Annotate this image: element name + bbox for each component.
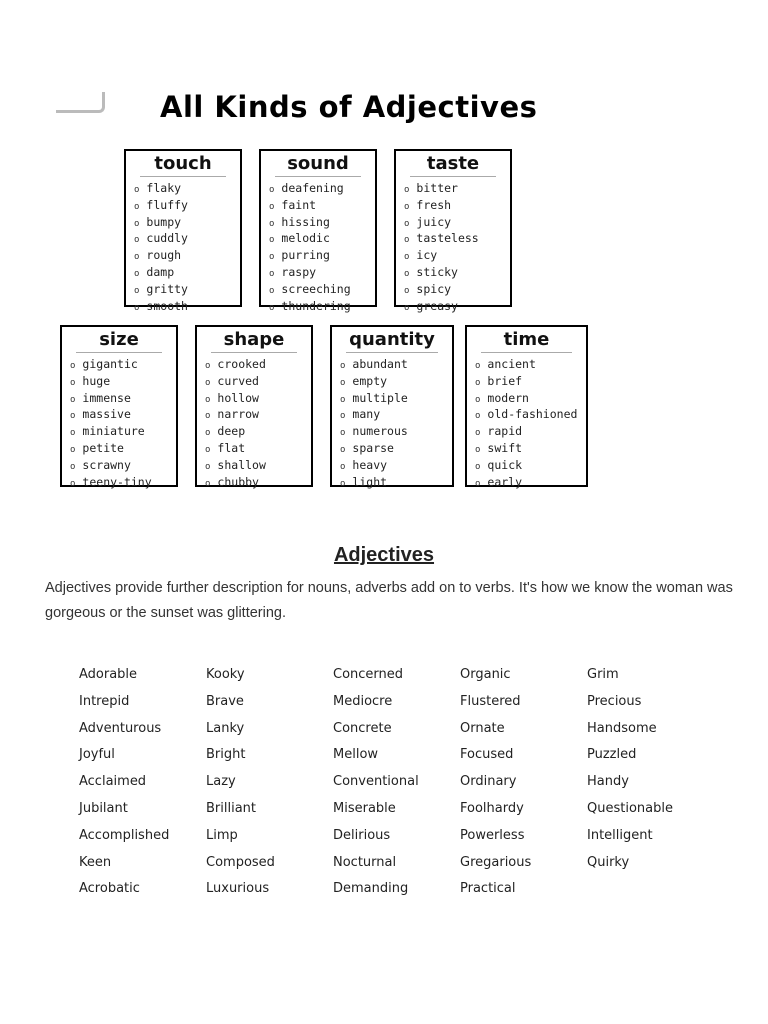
box-title: quantity [346, 329, 438, 353]
section-paragraph: Adjectives provide further description for nouns, adverbs add on to verbs. It's how we know the woman was gorgeous or the sunset was glittering. [45, 580, 733, 621]
list-item: o crooked [205, 357, 311, 374]
box-list [197, 357, 311, 491]
word-item: Delirious [333, 827, 391, 843]
word-item: Miserable [333, 800, 396, 816]
list-item: o narrow [205, 407, 311, 424]
adjective-box-size [60, 325, 178, 487]
list-item: o rapid [475, 424, 586, 441]
list-item: o melodic [269, 231, 375, 248]
word-item: Intrepid [79, 693, 130, 709]
word-item: Mellow [333, 747, 379, 763]
word-item: Nocturnal [333, 854, 397, 870]
list-item: o modern [475, 391, 586, 408]
box-list [467, 357, 586, 491]
list-item: o purring [269, 248, 375, 265]
list-item: o swift [475, 441, 586, 458]
word-item: Conventional [333, 774, 419, 790]
adjective-box-shape [195, 325, 313, 487]
word-item: Jubilant [79, 800, 128, 816]
word-item: Precious [587, 693, 642, 709]
word-item: Bright [206, 747, 246, 763]
list-item: o damp [134, 265, 240, 282]
box-title: taste [410, 153, 496, 177]
list-item: o quick [475, 458, 586, 475]
word-item: Focused [460, 747, 514, 763]
list-item: o light [340, 475, 452, 492]
box-list [396, 181, 510, 315]
box-list [62, 357, 176, 491]
list-item: o numerous [340, 424, 452, 441]
word-item: Composed [206, 854, 275, 870]
list-item: o early [475, 475, 586, 492]
list-item: o bumpy [134, 215, 240, 232]
list-item: o faint [269, 198, 375, 215]
list-item: o smooth [134, 299, 240, 316]
list-item: o empty [340, 374, 452, 391]
corner-fold-mark [56, 92, 105, 113]
list-item: o old-fashioned [475, 407, 586, 424]
word-item: Concrete [333, 720, 392, 736]
list-item: o hollow [205, 391, 311, 408]
list-item: o immense [70, 391, 176, 408]
adjective-box-taste [394, 149, 512, 313]
box-title: size [76, 329, 162, 353]
word-item: Brilliant [206, 800, 257, 816]
list-item: o icy [404, 248, 510, 265]
list-item: o greasy [404, 299, 510, 316]
word-item: Keen [79, 854, 112, 870]
worksheet-title: All Kinds of Adjectives [160, 90, 538, 124]
word-item: Questionable [587, 800, 673, 816]
list-item: o deep [205, 424, 311, 441]
list-item: o gigantic [70, 357, 176, 374]
word-item: Ornate [460, 720, 505, 736]
word-item: Joyful [79, 747, 115, 763]
adjective-box-touch [124, 149, 242, 313]
word-item: Limp [206, 827, 238, 843]
adjective-box-quantity [330, 325, 454, 487]
list-item: o abundant [340, 357, 452, 374]
list-item: o fresh [404, 198, 510, 215]
box-list [126, 181, 240, 315]
list-item: o rough [134, 248, 240, 265]
list-item: o spicy [404, 282, 510, 299]
box-title: sound [275, 153, 361, 177]
word-item: Acclaimed [79, 774, 147, 790]
word-item: Adorable [79, 667, 138, 682]
adjective-box-time [465, 325, 588, 487]
word-item: Demanding [333, 881, 409, 897]
box-title: touch [140, 153, 226, 177]
list-item: o flat [205, 441, 311, 458]
word-item: Acrobatic [79, 881, 140, 897]
list-item: o raspy [269, 265, 375, 282]
list-item: o bitter [404, 181, 510, 198]
word-item: Luxurious [206, 881, 270, 897]
list-item: o curved [205, 374, 311, 391]
list-item: o teeny-tiny [70, 475, 176, 492]
box-title: shape [211, 329, 297, 353]
list-item: o deafening [269, 181, 375, 198]
list-item: o thundering [269, 299, 375, 316]
list-item: o brief [475, 374, 586, 391]
word-item: Kooky [206, 667, 245, 682]
list-item: o ancient [475, 357, 586, 374]
list-item: o huge [70, 374, 176, 391]
list-item: o flaky [134, 181, 240, 198]
word-item: Handy [587, 774, 629, 790]
word-grid [79, 662, 714, 903]
word-item: Flustered [460, 693, 521, 709]
list-item: o fluffy [134, 198, 240, 215]
list-item: o sparse [340, 441, 452, 458]
word-item: Accomplished [79, 827, 170, 843]
adjective-box-sound [259, 149, 377, 313]
word-item: Lazy [206, 774, 236, 790]
list-item: o shallow [205, 458, 311, 475]
word-item: Puzzled [587, 747, 637, 763]
word-item: Powerless [460, 827, 525, 843]
word-item: Concerned [333, 667, 404, 682]
list-item: o petite [70, 441, 176, 458]
list-item: o juicy [404, 215, 510, 232]
list-item: o tasteless [404, 231, 510, 248]
word-item: Gregarious [460, 854, 532, 870]
box-title: time [481, 329, 572, 353]
word-item: Adventurous [79, 720, 162, 736]
list-item: o chubby [205, 475, 311, 492]
word-item: Organic [460, 667, 511, 682]
word-item: Quirky [587, 854, 630, 870]
list-item: o many [340, 407, 452, 424]
word-item: Lanky [206, 720, 245, 736]
list-item: o multiple [340, 391, 452, 408]
word-item: Mediocre [333, 693, 393, 709]
word-item: Grim [587, 667, 619, 682]
word-item: Intelligent [587, 827, 653, 843]
word-item: Ordinary [460, 774, 517, 790]
box-list [332, 357, 452, 491]
list-item: o miniature [70, 424, 176, 441]
list-item: o gritty [134, 282, 240, 299]
word-item: Brave [206, 693, 244, 709]
list-item: o screeching [269, 282, 375, 299]
word-item: Handsome [587, 720, 657, 736]
section-heading: Adjectives [333, 544, 435, 566]
box-list [261, 181, 375, 315]
list-item: o scrawny [70, 458, 176, 475]
list-item: o heavy [340, 458, 452, 475]
list-item: o massive [70, 407, 176, 424]
list-item: o sticky [404, 265, 510, 282]
list-item: o cuddly [134, 231, 240, 248]
list-item: o hissing [269, 215, 375, 232]
word-item: Practical [460, 881, 516, 897]
word-item: Foolhardy [460, 800, 524, 816]
